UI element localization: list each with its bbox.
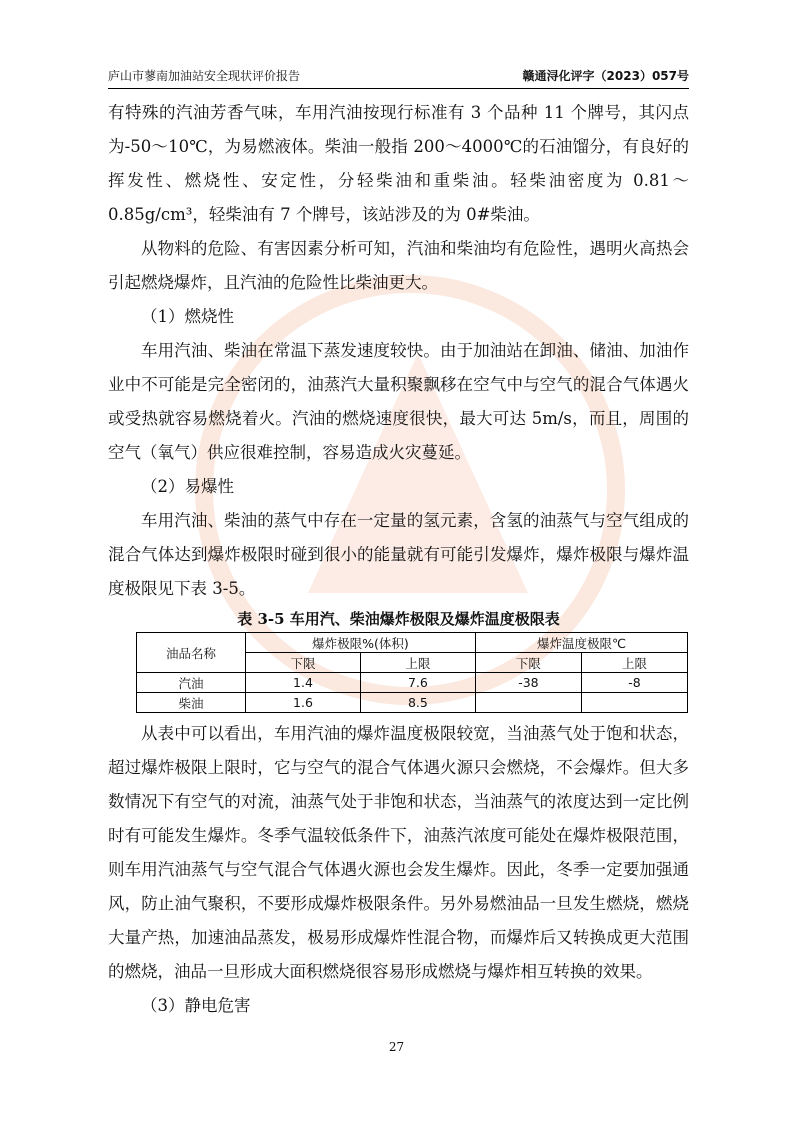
paragraph-material-hazard: 从物料的危险、有害因素分析可知，汽油和柴油均有危险性，遇明火高热会引起燃烧爆炸，且汽油的危险性比柴油更大。 — [108, 239, 689, 292]
paragraph-table-analysis: 从表中可以看出，车用汽油的爆炸温度极限较宽，当油蒸气处于饱和状态，超过爆炸极限上限时，它与空气的混合气体遇火源只会燃烧，不会爆炸。但大多数情况下有空气的对流，油蒸气处于非饱和状态，当油蒸气的浓度达到一定比例时有可能发生爆炸。冬季气温较低条件下，油蒸汽浓度可能处在爆炸极限范围，则车用汽油蒸气与空气混合气体遇火源也会发生爆炸。因此，冬季一定要加强通风，防止油气聚积，不要形成爆炸极限条件。另外易燃油品一旦发生燃烧，燃烧大量产热，加速油品蒸发，极易形成爆炸性混合物，而爆炸后又转换成更大范围的燃烧，油品一旦形成大面积燃烧很容易形成燃烧与爆炸相互转换的效果。 — [108, 724, 689, 981]
cell-oil-name: 柴油 — [137, 693, 246, 713]
col-header-explosion-limit: 爆炸极限%(体积) — [246, 633, 476, 653]
cell-temp-upper — [581, 693, 687, 713]
cell-temp-lower: -38 — [475, 673, 581, 693]
cell-exp-upper: 8.5 — [360, 693, 475, 713]
paragraph-explosiveness: 车用汽油、柴油的蒸气中存在一定量的氢元素，含氢的油蒸气与空气组成的混合气体达到爆炸极限时碰到很小的能量就有可能引发爆炸，爆炸极限与爆炸温度极限见下表 3-5。 — [108, 511, 689, 598]
col-header-exp-lower: 下限 — [246, 653, 361, 673]
page-header — [108, 66, 689, 89]
cell-oil-name: 汽油 — [137, 673, 246, 693]
header-report-number: 赣通浔化评字（2023）057号 — [522, 69, 689, 83]
cell-temp-lower — [475, 693, 581, 713]
cell-exp-upper: 7.6 — [360, 673, 475, 693]
table-row — [137, 673, 688, 693]
table-row — [137, 693, 688, 713]
col-header-temperature-limit: 爆炸温度极限℃ — [475, 633, 687, 653]
col-header-temp-upper: 上限 — [581, 653, 687, 673]
paragraph-flammability: 车用汽油、柴油在常温下蒸发速度较快。由于加油站在卸油、储油、加油作业中不可能是完全密闭的，油蒸汽大量积聚飘移在空气中与空气的混合气体遇火或受热就容易燃烧着火。汽油的燃烧速度很快，最大可达 5m/s，而且，周围的空气（氧气）供应很难控制，容易造成火灾蔓延。 — [108, 341, 689, 462]
heading-static-hazard: （3）静电危害 — [141, 996, 251, 1015]
cell-exp-lower: 1.6 — [246, 693, 361, 713]
col-header-temp-lower: 下限 — [475, 653, 581, 673]
header-report-title: 庐山市蓼南加油站安全现状评价报告 — [108, 69, 301, 83]
page-body — [108, 96, 689, 1023]
heading-explosiveness: （2）易爆性 — [141, 477, 234, 496]
col-header-exp-upper: 上限 — [360, 653, 475, 673]
page-number: 27 — [388, 1040, 405, 1054]
col-header-oil-name: 油品名称 — [137, 633, 246, 673]
paragraph-gasoline-diesel-properties: 有特殊的汽油芳香气味，车用汽油按现行标准有 3 个品种 11 个牌号，其闪点为-50～10℃，为易燃液体。柴油一般指 200～4000℃的石油馏分，有良好的挥发性、燃烧性、安定性，分轻柴油和重柴油。轻柴油密度为 0.81～0.85g/cm³，轻柴油有 7 个牌号，该站涉及的为 0#柴油。 — [108, 103, 689, 224]
heading-flammability: （1）燃烧性 — [141, 307, 234, 326]
table-caption: 表 3-5 车用汽、柴油爆炸极限及爆炸温度极限表 — [237, 610, 560, 628]
explosion-limits-table — [136, 632, 688, 713]
cell-temp-upper: -8 — [581, 673, 687, 693]
cell-exp-lower: 1.4 — [246, 673, 361, 693]
